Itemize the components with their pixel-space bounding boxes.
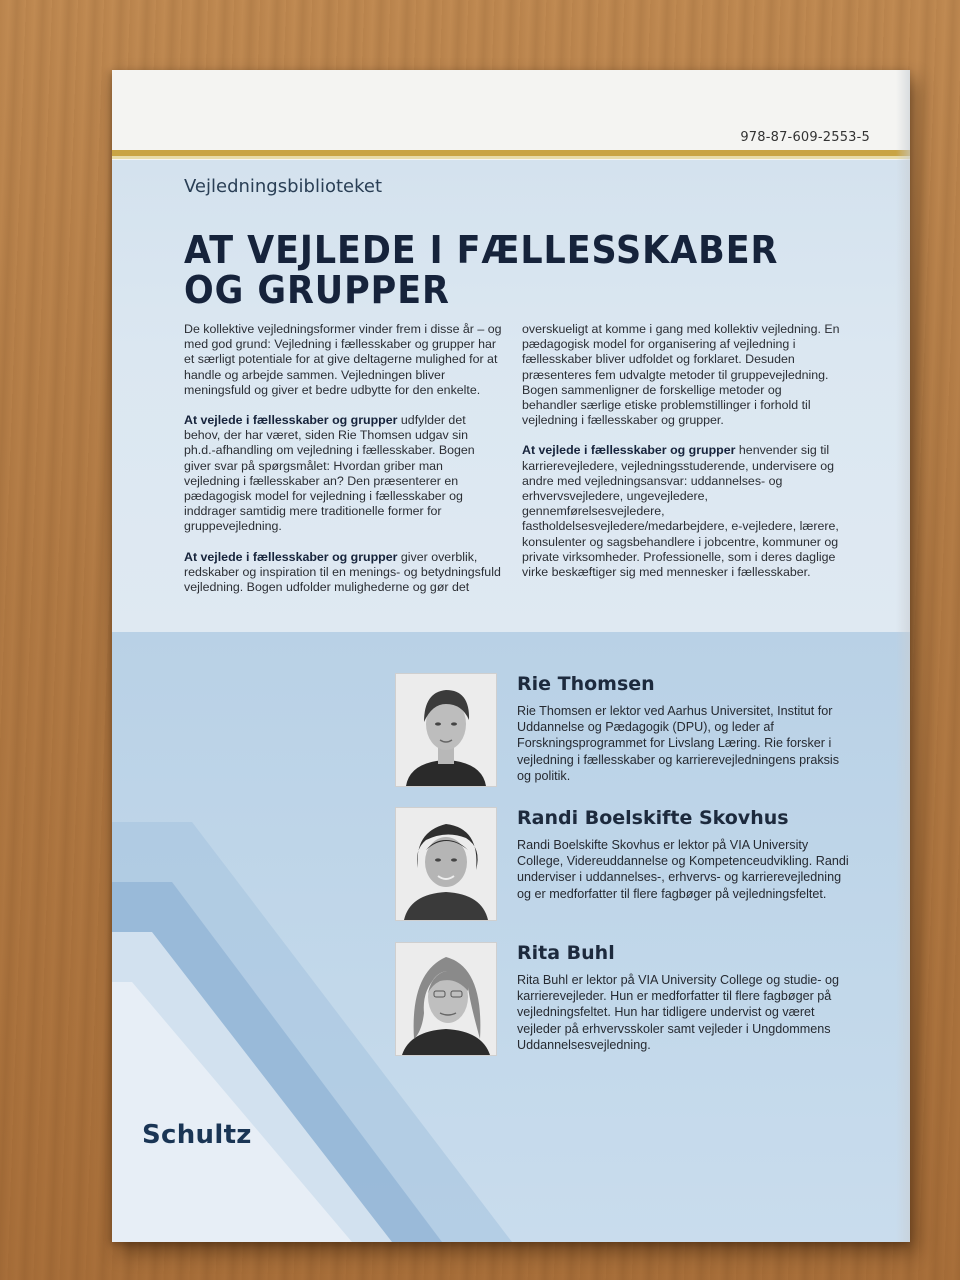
publisher-logo: Schultz <box>142 1120 252 1150</box>
author-bio: Rita Buhl er lektor på VIA University College og studie- og karrierevejleder. Hun er medforfatter til flere fagbøger på vejledningsfeltet. Hun har tidligere undervist og været vejleder på erhvervsskoler samt vejleder i Ungdommens Uddannelsesvejledning. <box>517 973 840 1052</box>
book-title <box>184 230 828 310</box>
page-edge-shade <box>896 70 910 1242</box>
book-back-cover <box>112 70 910 1242</box>
blurb-paragraph: overskueligt at komme i gang med kollektiv vejledning. En pædagogisk model for organisering af vejledning i fællesskaber bliver udfoldet og forklaret. Desuden præsenteres fem udvalgte metoder til gruppevejledning. Bogen sammenligner de forskellige metoder og behandler særlige etiske problemstillinger i forhold til vejledning i fællesskaber og grupper. <box>522 322 840 428</box>
blurb-paragraph: De kollektive vejledningsformer vinder frem i disse år – og med god grund: Vejledning i fællesskaber og grupper har et særligt potentiale for at give deltagerne mulighed for at handle og arbejde sammen. Vejledningen bliver meningsfuld og giver et bedre udbytte for den enkelte. <box>184 322 502 397</box>
chevron-graphic <box>112 682 532 1242</box>
gold-stripe-light <box>112 156 910 159</box>
blurb-title-ref: At vejlede i fællesskaber og grupper <box>184 549 398 564</box>
blurb-left-column <box>184 322 502 610</box>
blurb-text: udfylder det behov, der har været, siden Rie Thomsen udgav sin ph.d.-afhandling om vejledning i fællesskaber. Bogen giver svar på spørgsmålet: Hvordan griber man vejledning i fællesskaber an? Den præsenterer en pædagogisk model for vejledning i fællesskaber og inddrager samtidig mere traditionelle former for gruppevejledning. <box>184 413 475 534</box>
author-name: Rita Buhl <box>517 942 615 964</box>
blurb-title-ref: At vejlede i fællesskaber og grupper <box>184 413 398 428</box>
author-bio: Randi Boelskifte Skovhus er lektor på VIA University College, Videreuddannelse og Kompetenceudvikling. Randi underviser i uddannelses-, erhvervs- og karrierevejledning og er medforfatter til flere fagbøger på vejledningsfeltet. <box>517 838 849 901</box>
blurb-right-column <box>522 322 840 595</box>
author-name: Randi Boelskifte Skovhus <box>517 807 789 829</box>
blurb-paragraph <box>522 443 840 580</box>
book-title-line-1: AT VEJLEDE I FÆLLESSKABER <box>184 228 779 272</box>
blurb-text: giver overblik, redskaber og inspiration til en menings- og betydningsfuld vejledning. Bogen udfolder mulighederne og gør det <box>184 549 501 595</box>
blurb-title-ref: At vejlede i fællesskaber og grupper <box>522 443 736 458</box>
book-title-line-2: OG GRUPPER <box>184 268 450 312</box>
author-bio: Rie Thomsen er lektor ved Aarhus Universitet, Institut for Uddannelse og Pædagogik (DPU), og leder af Forskningsprogrammet for Livslang Læring. Rie forsker i vejledning i fællesskaber og karrierevejledningens praksis og politik. <box>517 704 840 783</box>
blurb-paragraph <box>184 413 502 535</box>
isbn: 978-87-609-2553-5 <box>740 130 870 145</box>
blurb-paragraph <box>184 550 502 596</box>
series-name: Vejledningsbiblioteket <box>184 176 383 197</box>
author-name: Rie Thomsen <box>517 673 655 695</box>
blurb-text: henvender sig til karrierevejledere, vejledningsstuderende, undervisere og andre med vejledningsansvar: uddannelses- og erhvervsvejledere, ungevejledere, gennemførelsesvejledere, fastholdelsesvejledere/medarbejdere, e-vejledere, lærere, konsulenter og sagsbehandlere i jobcentre, kommuner og private virksomheder. Professionelle, som i deres daglige virke beskæftiger sig med mennesker i fællesskaber. <box>522 443 839 580</box>
